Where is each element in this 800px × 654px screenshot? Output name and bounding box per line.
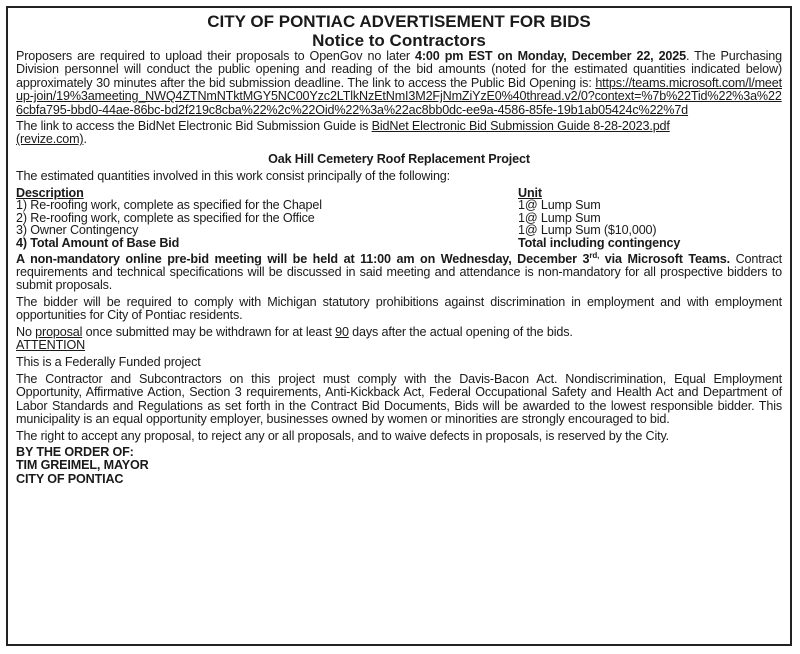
right-to-reject-paragraph: The right to accept any proposal, to reject any or all proposals, and to waive defects in proposals, is reserved by the City. <box>16 428 670 443</box>
ad-subtitle: Notice to Contractors <box>312 31 486 50</box>
item-unit: 1@ Lump Sum <box>518 198 601 213</box>
withdraw-text: once submitted may be withdrawn for at least <box>82 324 336 339</box>
intro-text: Proposers are required to upload their proposals to OpenGov no later <box>16 49 416 63</box>
ordinal-suffix: rd, <box>589 250 600 260</box>
revize-link[interactable]: (revize.com) <box>16 132 84 147</box>
item-description: 4) Total Amount of Base Bid <box>16 236 180 251</box>
prebid-paragraph <box>16 250 783 293</box>
table-row <box>16 199 782 212</box>
quantities-table <box>16 187 782 250</box>
attention-heading: ATTENTION <box>16 338 86 353</box>
bidnet-text: The link to access the BidNet Electronic Bid Submission Guide is <box>16 119 372 134</box>
davis-bacon-paragraph: The Contractor and Subcontractors on this project must comply with the Davis-Bacon Act. Nondiscrimination, Equal Employment Opportunity, Affirmative Action, Section 3 requirements, Anti-Kickback Act, Federal Occupational Safety and Health Act and Department of Labor Standards and Regulations as set forth in the Contract Bid Documents, Bids will be awarded to the lowest responsible bidder. This municipality is an equal opportunity employer, businesses owned by women or minorities are strongly encouraged to bid. <box>16 371 782 427</box>
withdraw-text-2: days after the actual opening of the bids. <box>348 324 573 339</box>
period: . <box>83 132 87 147</box>
item-description: 2) Re-roofing work, complete as specified for the Office <box>16 210 315 225</box>
item-unit: Total including contingency <box>518 236 681 251</box>
federal-funded-note: This is a Federally Funded project <box>16 355 201 370</box>
item-description: 1) Re-roofing work, complete as specified for the Chapel <box>16 198 322 213</box>
quantities-intro: The estimated quantities involved in this work consist principally of the following: <box>16 169 450 184</box>
bid-advertisement <box>6 6 792 646</box>
table-row <box>16 237 782 250</box>
signature-mayor: TIM GREIMEL, MAYOR <box>16 458 149 473</box>
item-unit: 1@ Lump Sum ($10,000) <box>518 223 657 238</box>
prebid-teams-text: via Microsoft Teams. <box>599 251 730 266</box>
signature-city: CITY OF PONTIAC <box>16 471 124 486</box>
column-unit: Unit <box>518 185 542 200</box>
withdraw-days: 90 <box>335 324 349 339</box>
intro-paragraph <box>16 50 782 117</box>
ad-title: CITY OF PONTIAC ADVERTISEMENT FOR BIDS <box>207 12 591 31</box>
michigan-paragraph: The bidder will be required to comply with Michigan statutory prohibitions against discrimination in employment and with employment opportunities for City of Pontiac residents. <box>16 294 782 323</box>
intro-text-2: . The Purchasing Division personnel will conduct the public opening and reading of the bid amounts (noted for the estimated quantities indicated below) approximately 30 minutes after the bid submission deadline. The link to access the Public Bid Opening is: <box>16 49 782 90</box>
bidnet-paragraph <box>16 120 782 147</box>
project-title: Oak Hill Cemetery Roof Replacement Project <box>268 151 530 166</box>
withdraw-paragraph <box>16 326 782 339</box>
bidnet-guide-link[interactable]: BidNet Electronic Bid Submission Guide 8-28-2023.pdf <box>371 119 670 134</box>
signature-order: BY THE ORDER OF: <box>16 444 134 459</box>
teams-meeting-link[interactable]: https://teams.microsoft.com/l/meetup-join/19%3ameeting_NWQ4ZTNmNTktMGY5NC00Yzc2LTlkNzEtNmI3M2FjNmZiYzE0%40thread.v2/0?context=%7b%22Tid%22%3a%226cbfa795-bbd0-44ae-86bc-bd2f219c8cba%22%2c%22Oid%22%3a%22ac8bb0dc-ee9a-4586-85fe-19b1ab05424c%22%7d <box>16 75 782 117</box>
column-description: Description <box>16 185 84 200</box>
signature-block <box>16 446 782 486</box>
item-description: 3) Owner Contingency <box>16 223 139 238</box>
withdraw-no: No <box>16 324 32 339</box>
bid-deadline: 4:00 pm EST on Monday, December 22, 2025 <box>415 49 686 63</box>
prebid-details: Contract requirements and technical specifications will be discussed in said meeting and attendance is non-mandatory for all prospective bidders to submit proposals. <box>16 251 783 293</box>
withdraw-proposal: proposal <box>35 324 83 339</box>
prebid-meeting-text: A non-mandatory online pre-bid meeting will be held at 11:00 am on Wednesday, December 3 <box>16 251 590 266</box>
item-unit: 1@ Lump Sum <box>518 210 601 225</box>
